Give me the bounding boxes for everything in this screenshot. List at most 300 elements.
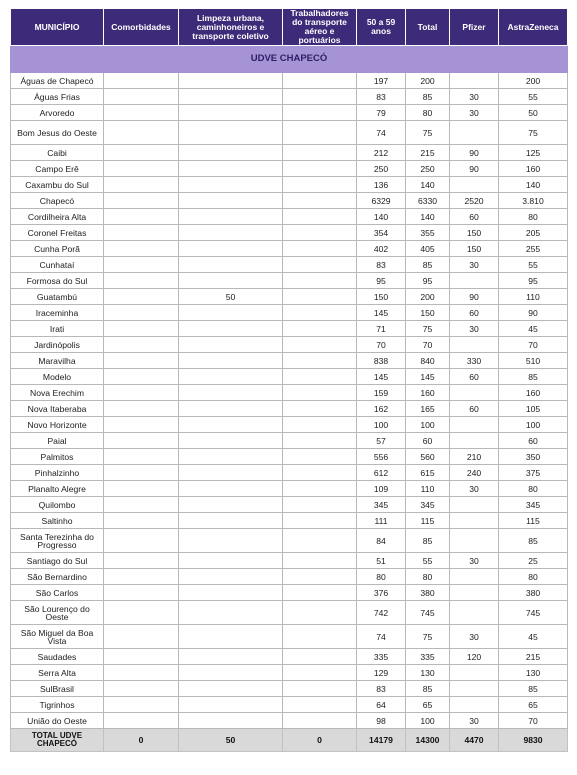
municipio-cell: Cunha Porã (11, 241, 104, 257)
value-cell (283, 145, 357, 161)
value-cell: 160 (499, 385, 568, 401)
value-cell: 30 (450, 105, 499, 121)
municipio-cell: Caibi (11, 145, 104, 161)
value-cell (283, 449, 357, 465)
value-cell (283, 465, 357, 481)
value-cell (104, 145, 179, 161)
value-cell (179, 241, 283, 257)
value-cell (179, 105, 283, 121)
value-cell: 90 (450, 145, 499, 161)
municipio-cell: Novo Horizonte (11, 417, 104, 433)
value-cell (450, 529, 499, 553)
vaccine-distribution-table-container (10, 8, 567, 752)
value-cell (104, 257, 179, 273)
value-cell (104, 649, 179, 665)
value-cell: 83 (357, 257, 406, 273)
value-cell: 105 (499, 401, 568, 417)
value-cell (179, 225, 283, 241)
municipio-cell: Iraceminha (11, 305, 104, 321)
value-cell (104, 553, 179, 569)
value-cell: 130 (406, 665, 450, 681)
value-cell: 85 (499, 681, 568, 697)
value-cell: 65 (406, 697, 450, 713)
value-cell (179, 385, 283, 401)
table-row (11, 465, 568, 481)
value-cell: 85 (406, 681, 450, 697)
value-cell (283, 585, 357, 601)
table-row (11, 553, 568, 569)
header-municipio: MUNICÍPIO (11, 9, 104, 46)
value-cell (283, 161, 357, 177)
value-cell: 200 (406, 289, 450, 305)
value-cell: 30 (450, 321, 499, 337)
value-cell (104, 209, 179, 225)
value-cell (104, 681, 179, 697)
municipio-cell: Campo Erê (11, 161, 104, 177)
value-cell: 75 (499, 121, 568, 145)
table-header-row (11, 9, 568, 46)
value-cell (179, 337, 283, 353)
total-value-cell: 0 (283, 729, 357, 752)
value-cell: 2520 (450, 193, 499, 209)
municipio-cell: Chapecó (11, 193, 104, 209)
value-cell: 70 (357, 337, 406, 353)
header-astrazeneca: AstraZeneca (499, 9, 568, 46)
value-cell: 350 (499, 449, 568, 465)
value-cell: 57 (357, 433, 406, 449)
value-cell (283, 625, 357, 649)
value-cell: 100 (499, 417, 568, 433)
value-cell (104, 697, 179, 713)
table-row (11, 257, 568, 273)
header-trabalhadores-transporte: Trabalhadores do transporte aéreo e portuários (283, 9, 357, 46)
municipio-cell: Bom Jesus do Oeste (11, 121, 104, 145)
table-row (11, 193, 568, 209)
value-cell: 74 (357, 121, 406, 145)
header-pfizer: Pfizer (450, 9, 499, 46)
value-cell: 95 (357, 273, 406, 289)
table-row (11, 289, 568, 305)
value-cell: 79 (357, 105, 406, 121)
value-cell: 200 (499, 73, 568, 89)
value-cell (179, 273, 283, 289)
municipio-cell: Águas Frias (11, 89, 104, 105)
value-cell (283, 697, 357, 713)
value-cell (104, 665, 179, 681)
value-cell: 70 (499, 713, 568, 729)
value-cell (283, 257, 357, 273)
value-cell: 75 (406, 625, 450, 649)
value-cell: 111 (357, 513, 406, 529)
table-row (11, 697, 568, 713)
value-cell: 6329 (357, 193, 406, 209)
total-value-cell: 14179 (357, 729, 406, 752)
value-cell (179, 481, 283, 497)
value-cell (104, 569, 179, 585)
value-cell (179, 569, 283, 585)
value-cell (104, 449, 179, 465)
value-cell (179, 177, 283, 193)
value-cell: 745 (499, 601, 568, 625)
value-cell (283, 385, 357, 401)
value-cell: 376 (357, 585, 406, 601)
table-row (11, 601, 568, 625)
value-cell: 615 (406, 465, 450, 481)
value-cell: 345 (499, 497, 568, 513)
vaccine-distribution-table (10, 8, 568, 752)
value-cell (179, 73, 283, 89)
value-cell (283, 121, 357, 145)
header-comorbidades: Comorbidades (104, 9, 179, 46)
table-row (11, 569, 568, 585)
value-cell: 70 (406, 337, 450, 353)
value-cell: 612 (357, 465, 406, 481)
value-cell (104, 601, 179, 625)
value-cell: 140 (499, 177, 568, 193)
value-cell: 375 (499, 465, 568, 481)
value-cell (450, 177, 499, 193)
value-cell (283, 105, 357, 121)
value-cell (104, 73, 179, 89)
value-cell: 55 (406, 553, 450, 569)
value-cell (104, 713, 179, 729)
value-cell (283, 209, 357, 225)
value-cell: 50 (179, 289, 283, 305)
municipio-cell: Tigrinhos (11, 697, 104, 713)
value-cell: 240 (450, 465, 499, 481)
table-row (11, 369, 568, 385)
value-cell: 30 (450, 553, 499, 569)
value-cell (283, 681, 357, 697)
value-cell (179, 585, 283, 601)
value-cell (283, 337, 357, 353)
value-cell: 838 (357, 353, 406, 369)
value-cell (104, 241, 179, 257)
value-cell: 136 (357, 177, 406, 193)
value-cell: 145 (357, 305, 406, 321)
municipio-cell: Planalto Alegre (11, 481, 104, 497)
value-cell (104, 417, 179, 433)
value-cell (179, 465, 283, 481)
value-cell: 83 (357, 681, 406, 697)
value-cell: 90 (450, 289, 499, 305)
municipio-cell: Maravilha (11, 353, 104, 369)
municipio-cell: São Carlos (11, 585, 104, 601)
value-cell (283, 433, 357, 449)
value-cell: 145 (357, 369, 406, 385)
table-row (11, 401, 568, 417)
value-cell (104, 289, 179, 305)
value-cell: 250 (406, 161, 450, 177)
value-cell (179, 121, 283, 145)
value-cell: 60 (450, 305, 499, 321)
value-cell: 840 (406, 353, 450, 369)
table-row (11, 105, 568, 121)
value-cell (179, 353, 283, 369)
value-cell (104, 385, 179, 401)
value-cell: 85 (406, 529, 450, 553)
value-cell: 197 (357, 73, 406, 89)
value-cell (283, 513, 357, 529)
value-cell: 130 (499, 665, 568, 681)
value-cell: 250 (357, 161, 406, 177)
table-row (11, 321, 568, 337)
value-cell: 159 (357, 385, 406, 401)
value-cell (283, 305, 357, 321)
municipio-cell: Nova Itaberaba (11, 401, 104, 417)
value-cell (179, 681, 283, 697)
table-row (11, 225, 568, 241)
value-cell (104, 225, 179, 241)
value-cell (283, 713, 357, 729)
value-cell: 510 (499, 353, 568, 369)
value-cell: 402 (357, 241, 406, 257)
value-cell: 560 (406, 449, 450, 465)
value-cell (104, 497, 179, 513)
value-cell: 120 (450, 649, 499, 665)
value-cell (283, 321, 357, 337)
value-cell (104, 321, 179, 337)
municipio-cell: Saltinho (11, 513, 104, 529)
value-cell: 75 (406, 121, 450, 145)
value-cell (104, 513, 179, 529)
value-cell (450, 385, 499, 401)
value-cell (104, 305, 179, 321)
value-cell: 115 (499, 513, 568, 529)
municipio-cell: Nova Erechim (11, 385, 104, 401)
value-cell: 405 (406, 241, 450, 257)
table-row (11, 273, 568, 289)
municipio-cell: Águas de Chapecó (11, 73, 104, 89)
value-cell: 98 (357, 713, 406, 729)
value-cell (450, 697, 499, 713)
value-cell: 80 (499, 209, 568, 225)
value-cell: 215 (406, 145, 450, 161)
value-cell (179, 665, 283, 681)
value-cell: 74 (357, 625, 406, 649)
value-cell (283, 401, 357, 417)
value-cell (179, 145, 283, 161)
value-cell: 55 (499, 257, 568, 273)
value-cell: 335 (357, 649, 406, 665)
value-cell: 345 (406, 497, 450, 513)
municipio-cell: Serra Alta (11, 665, 104, 681)
value-cell: 70 (499, 337, 568, 353)
table-row (11, 337, 568, 353)
municipio-cell: Saudades (11, 649, 104, 665)
value-cell (179, 497, 283, 513)
value-cell: 60 (499, 433, 568, 449)
value-cell: 212 (357, 145, 406, 161)
value-cell (104, 369, 179, 385)
value-cell (104, 401, 179, 417)
value-cell: 330 (450, 353, 499, 369)
value-cell (104, 481, 179, 497)
municipio-cell: Palmitos (11, 449, 104, 465)
value-cell: 255 (499, 241, 568, 257)
value-cell (283, 569, 357, 585)
value-cell: 71 (357, 321, 406, 337)
value-cell: 100 (406, 417, 450, 433)
value-cell (283, 417, 357, 433)
municipio-cell: Quilombo (11, 497, 104, 513)
value-cell (283, 665, 357, 681)
value-cell: 75 (406, 321, 450, 337)
value-cell (104, 625, 179, 649)
table-row (11, 241, 568, 257)
section-title: UDVE CHAPECÓ (11, 46, 568, 73)
municipio-cell: São Bernardino (11, 569, 104, 585)
total-value-cell: 14300 (406, 729, 450, 752)
value-cell (283, 529, 357, 553)
value-cell: 210 (450, 449, 499, 465)
value-cell: 45 (499, 321, 568, 337)
value-cell (283, 553, 357, 569)
table-row (11, 209, 568, 225)
value-cell: 150 (450, 241, 499, 257)
value-cell (104, 193, 179, 209)
table-row (11, 145, 568, 161)
table-row (11, 497, 568, 513)
table-row (11, 161, 568, 177)
municipio-cell: União do Oeste (11, 713, 104, 729)
municipio-cell: Irati (11, 321, 104, 337)
value-cell (104, 433, 179, 449)
municipio-cell: Arvoredo (11, 105, 104, 121)
table-row (11, 665, 568, 681)
municipio-cell: São Miguel da Boa Vista (11, 625, 104, 649)
value-cell (450, 569, 499, 585)
municipio-cell: São Lourenço do Oeste (11, 601, 104, 625)
value-cell (179, 321, 283, 337)
value-cell: 109 (357, 481, 406, 497)
value-cell (283, 353, 357, 369)
value-cell: 90 (450, 161, 499, 177)
value-cell: 80 (499, 481, 568, 497)
value-cell: 65 (499, 697, 568, 713)
municipio-cell: Cunhataí (11, 257, 104, 273)
value-cell: 50 (499, 105, 568, 121)
value-cell: 150 (406, 305, 450, 321)
value-cell: 85 (499, 529, 568, 553)
table-row (11, 513, 568, 529)
value-cell: 80 (499, 569, 568, 585)
value-cell (179, 553, 283, 569)
value-cell: 335 (406, 649, 450, 665)
value-cell: 60 (406, 433, 450, 449)
value-cell: 150 (450, 225, 499, 241)
value-cell (179, 697, 283, 713)
table-row (11, 353, 568, 369)
value-cell (179, 601, 283, 625)
value-cell (283, 369, 357, 385)
table-row (11, 529, 568, 553)
table-row (11, 649, 568, 665)
value-cell: 51 (357, 553, 406, 569)
value-cell: 80 (406, 105, 450, 121)
value-cell (283, 497, 357, 513)
value-cell: 215 (499, 649, 568, 665)
value-cell (179, 369, 283, 385)
value-cell: 80 (357, 569, 406, 585)
value-cell: 80 (406, 569, 450, 585)
value-cell (179, 417, 283, 433)
value-cell: 95 (406, 273, 450, 289)
table-row (11, 585, 568, 601)
value-cell: 354 (357, 225, 406, 241)
value-cell: 355 (406, 225, 450, 241)
municipio-cell: Pinhalzinho (11, 465, 104, 481)
total-row (11, 729, 568, 752)
value-cell: 110 (499, 289, 568, 305)
value-cell: 60 (450, 401, 499, 417)
value-cell (450, 121, 499, 145)
municipio-cell: SulBrasil (11, 681, 104, 697)
value-cell: 84 (357, 529, 406, 553)
table-row (11, 449, 568, 465)
value-cell: 64 (357, 697, 406, 713)
value-cell: 165 (406, 401, 450, 417)
value-cell: 160 (499, 161, 568, 177)
value-cell (179, 433, 283, 449)
municipio-cell: Guatambú (11, 289, 104, 305)
total-value-cell: 9830 (499, 729, 568, 752)
municipio-cell: Modelo (11, 369, 104, 385)
value-cell (450, 601, 499, 625)
value-cell (179, 625, 283, 649)
value-cell (450, 417, 499, 433)
value-cell (104, 105, 179, 121)
table-row (11, 433, 568, 449)
table-row (11, 681, 568, 697)
value-cell (179, 513, 283, 529)
value-cell (283, 89, 357, 105)
municipio-cell: Coronel Freitas (11, 225, 104, 241)
value-cell (283, 73, 357, 89)
value-cell: 45 (499, 625, 568, 649)
value-cell: 100 (357, 417, 406, 433)
table-row (11, 385, 568, 401)
municipio-cell: Paial (11, 433, 104, 449)
value-cell: 745 (406, 601, 450, 625)
municipio-cell: Santa Terezinha do Progresso (11, 529, 104, 553)
value-cell: 150 (357, 289, 406, 305)
table-row (11, 625, 568, 649)
value-cell: 30 (450, 713, 499, 729)
total-label: TOTAL UDVE CHAPECÓ (11, 729, 104, 752)
value-cell (179, 529, 283, 553)
value-cell (450, 585, 499, 601)
section-row (11, 46, 568, 73)
value-cell (450, 73, 499, 89)
value-cell (104, 161, 179, 177)
value-cell (104, 529, 179, 553)
value-cell: 95 (499, 273, 568, 289)
value-cell: 90 (499, 305, 568, 321)
value-cell (450, 665, 499, 681)
value-cell: 55 (499, 89, 568, 105)
value-cell: 380 (406, 585, 450, 601)
value-cell: 140 (406, 209, 450, 225)
value-cell (179, 449, 283, 465)
value-cell: 129 (357, 665, 406, 681)
value-cell (450, 273, 499, 289)
value-cell (283, 289, 357, 305)
value-cell: 60 (450, 209, 499, 225)
municipio-cell: Cordilheira Alta (11, 209, 104, 225)
table-row (11, 417, 568, 433)
value-cell: 145 (406, 369, 450, 385)
